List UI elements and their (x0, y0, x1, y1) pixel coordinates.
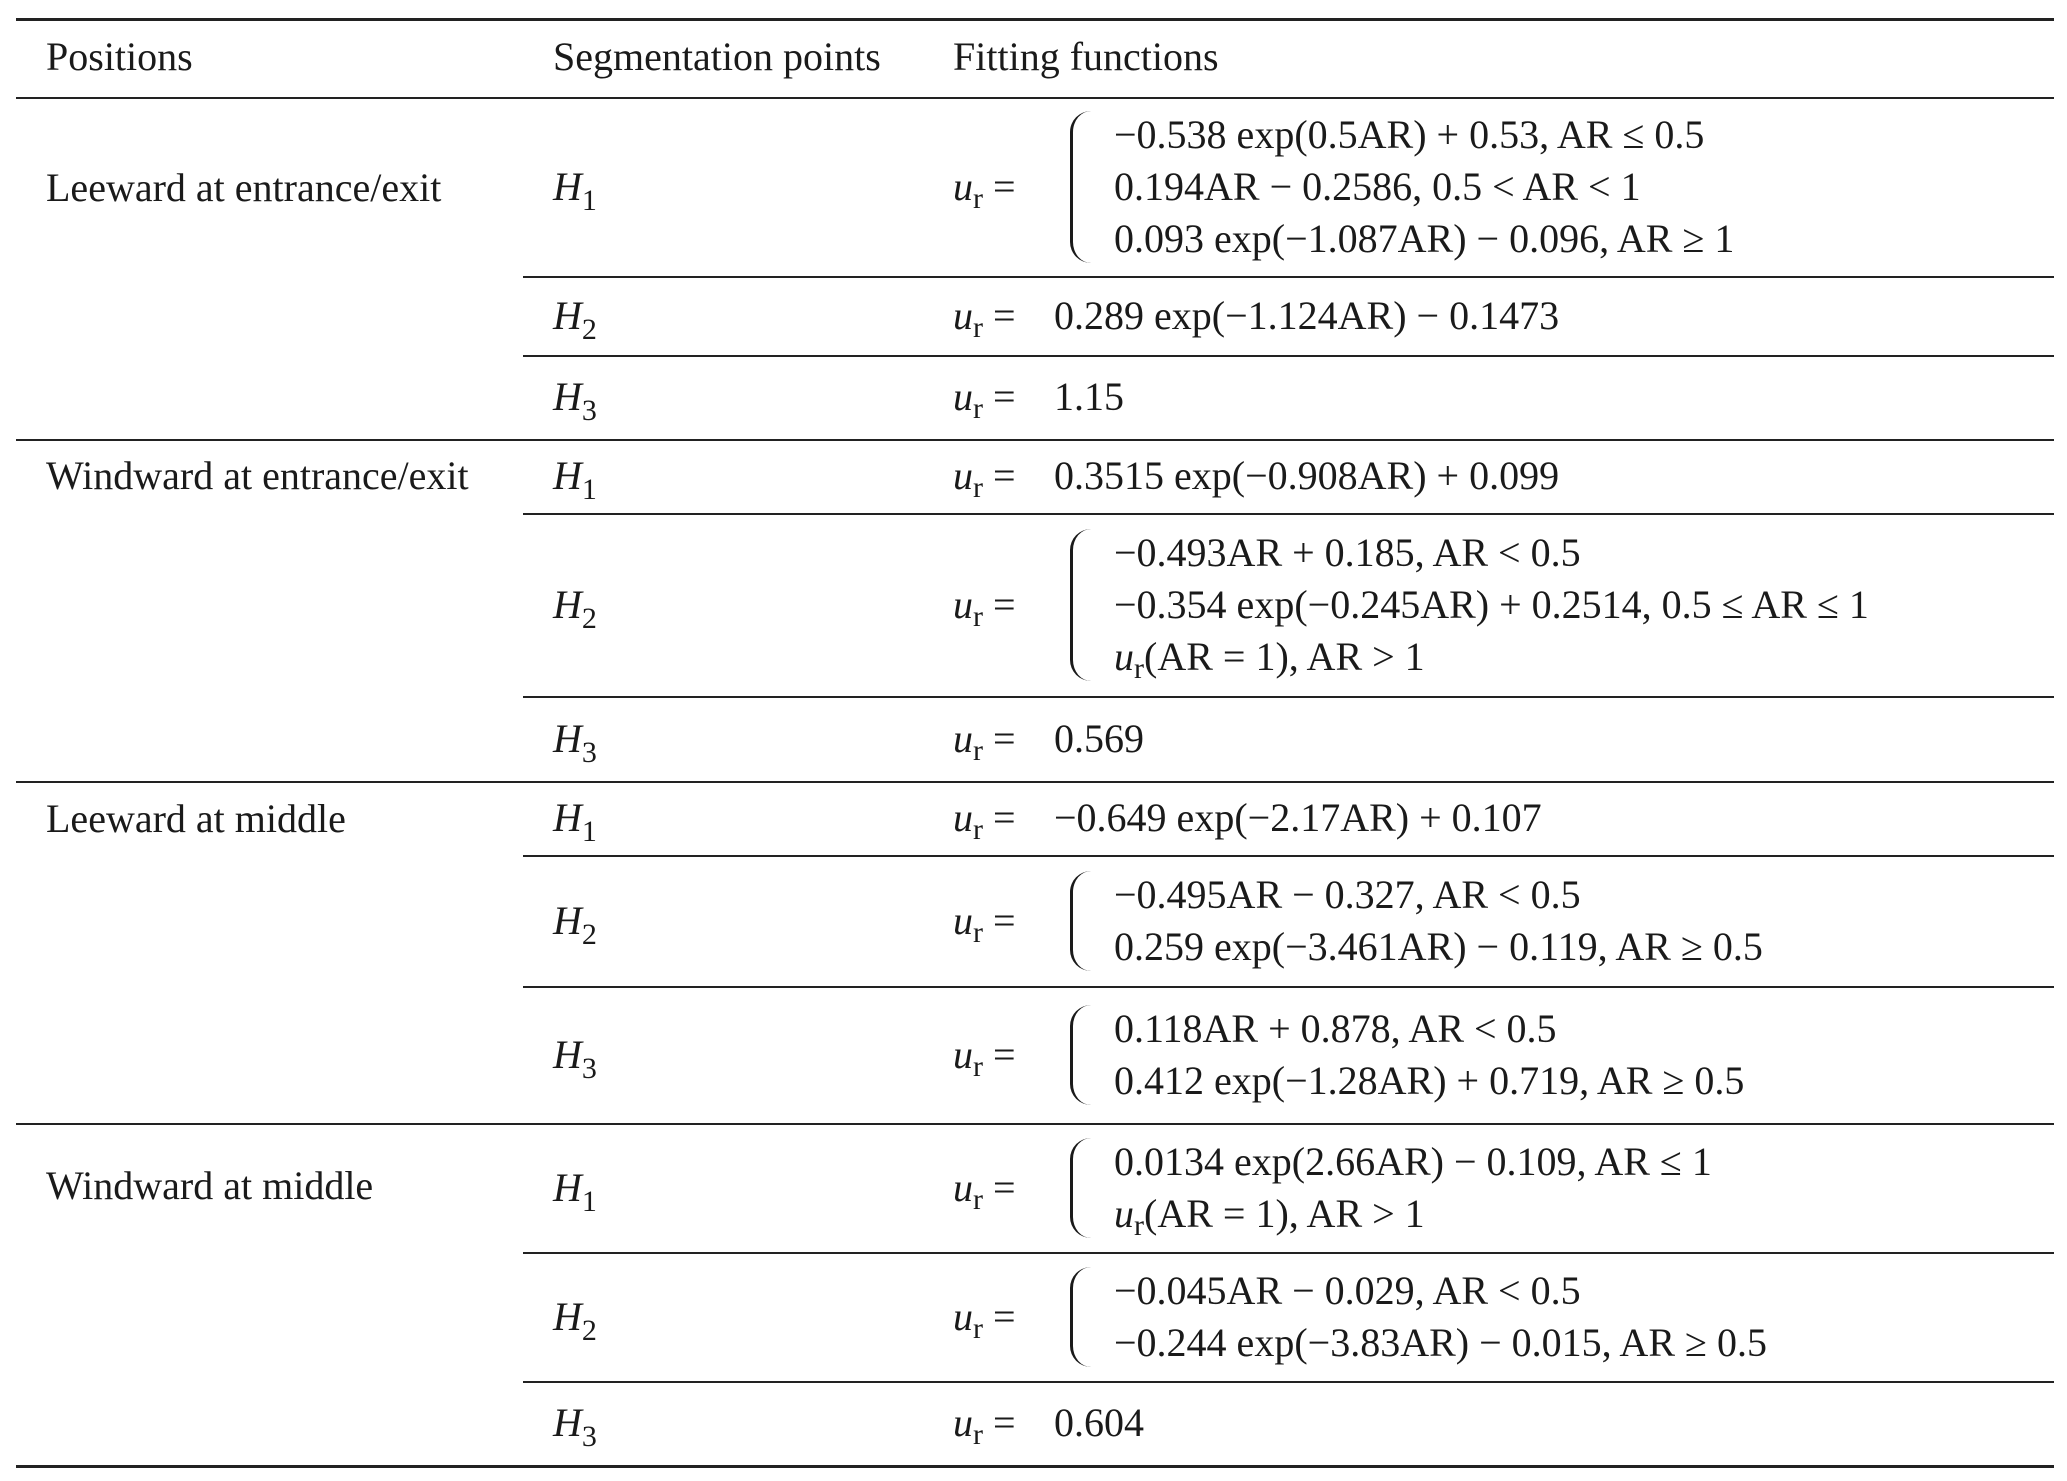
row-rule (523, 696, 2054, 698)
segmentation-symbol: H (553, 163, 582, 209)
segmentation-symbol: H (553, 1293, 582, 1339)
segmentation-index: 1 (581, 1184, 597, 1218)
header-fitting-functions: Fitting functions (953, 34, 1219, 79)
var-symbol: u (953, 581, 973, 627)
var-subscript: r (973, 599, 983, 633)
segmentation-point (553, 163, 597, 217)
piecewise-case: 0.093 exp(−1.087AR) − 0.096, AR ≥ 1 (1114, 215, 1735, 261)
response-variable (953, 795, 983, 846)
piecewise-case: 0.0134 exp(2.66AR) − 0.109, AR ≤ 1 (1114, 1138, 1712, 1184)
segmentation-index: 3 (581, 394, 597, 427)
case-text: (AR = 1), AR > 1 (1144, 633, 1425, 679)
segmentation-index: 2 (581, 312, 597, 346)
segmentation-index: 3 (581, 735, 597, 769)
fitting-function: 0.3515 exp(−0.908AR) + 0.099 (1054, 453, 1560, 498)
var-symbol: u (953, 453, 973, 498)
fitting-function: 1.15 (1054, 374, 1124, 419)
response-variable (953, 1400, 983, 1451)
segmentation-symbol: H (553, 795, 582, 840)
response-variable (953, 374, 983, 425)
piecewise-brace (1070, 871, 1091, 971)
fitting-function-lhs (953, 715, 1016, 767)
var-subscript: r (973, 813, 983, 846)
segmentation-symbol: H (553, 453, 582, 498)
piecewise-brace (1070, 1267, 1091, 1367)
var-subscript: r (973, 1418, 983, 1451)
group-rule (16, 439, 2054, 441)
row-rule (523, 986, 2054, 988)
row-rule (523, 1252, 2054, 1254)
var-subscript: r (1134, 651, 1144, 685)
var-subscript: r (973, 1049, 983, 1083)
fitting-function-lhs (953, 1293, 1016, 1345)
var-subscript: r (973, 392, 983, 425)
header-rule (16, 97, 2054, 99)
bottom-rule (16, 1465, 2054, 1468)
segmentation-point (553, 453, 597, 506)
fitting-function: −0.649 exp(−2.17AR) + 0.107 (1054, 795, 1542, 840)
response-variable (953, 292, 983, 344)
segmentation-point (553, 374, 597, 427)
row-rule (523, 355, 2054, 357)
segmentation-symbol: H (553, 581, 582, 627)
var-subscript: r (973, 310, 983, 344)
var-symbol: u (1114, 633, 1134, 679)
segmentation-point (553, 715, 597, 769)
group-rule (16, 1123, 2054, 1125)
equals-sign: = (983, 163, 1016, 209)
equals-sign: = (983, 1400, 1016, 1445)
position-label: Windward at entrance/exit (46, 453, 469, 498)
fitting-function-lhs (953, 453, 1016, 504)
segmentation-index: 1 (581, 473, 597, 506)
fitting-function-lhs (953, 795, 1016, 846)
piecewise-case: −0.495AR − 0.327, AR < 0.5 (1114, 871, 1581, 917)
response-variable (953, 453, 983, 504)
fitting-function-lhs (953, 292, 1016, 344)
piecewise-brace (1070, 1005, 1091, 1105)
fitting-function-lhs (953, 163, 1016, 215)
response-variable (1114, 633, 1144, 685)
segmentation-point (553, 1400, 597, 1453)
row-rule (523, 855, 2054, 857)
piecewise-brace (1070, 529, 1091, 681)
top-rule (16, 18, 2054, 21)
segmentation-index: 2 (581, 1313, 597, 1347)
fitting-function: 0.604 (1054, 1400, 1144, 1445)
response-variable (953, 581, 983, 633)
var-symbol: u (953, 715, 973, 761)
var-subscript: r (973, 733, 983, 767)
segmentation-index: 2 (581, 917, 597, 951)
piecewise-case (1114, 1190, 1425, 1242)
segmentation-index: 1 (581, 183, 597, 217)
segmentation-point (553, 581, 597, 635)
row-rule (523, 513, 2054, 515)
segmentation-point (553, 1164, 597, 1218)
piecewise-brace (1070, 1138, 1091, 1238)
var-symbol: u (1114, 1190, 1134, 1236)
row-rule (523, 276, 2054, 278)
fitting-function-lhs (953, 1164, 1016, 1216)
piecewise-case: 0.412 exp(−1.28AR) + 0.719, AR ≥ 0.5 (1114, 1057, 1745, 1103)
piecewise-case: −0.045AR − 0.029, AR < 0.5 (1114, 1267, 1581, 1313)
fitting-function-lhs (953, 374, 1016, 425)
group-rule (16, 781, 2054, 783)
var-symbol: u (953, 795, 973, 840)
piecewise-case (1114, 633, 1425, 685)
response-variable (1114, 1190, 1144, 1242)
fitting-function: 0.289 exp(−1.124AR) − 0.1473 (1054, 292, 1560, 338)
segmentation-point (553, 1293, 597, 1347)
segmentation-symbol: H (553, 1031, 582, 1077)
response-variable (953, 715, 983, 767)
piecewise-brace (1070, 111, 1091, 263)
var-symbol: u (953, 374, 973, 419)
segmentation-symbol: H (553, 292, 582, 338)
piecewise-case: −0.354 exp(−0.245AR) + 0.2514, 0.5 ≤ AR ≤ 1 (1114, 581, 1869, 627)
var-subscript: r (973, 915, 983, 949)
var-subscript: r (973, 1311, 983, 1345)
segmentation-index: 3 (581, 1420, 597, 1453)
case-text: (AR = 1), AR > 1 (1144, 1190, 1425, 1236)
var-subscript: r (973, 1182, 983, 1216)
piecewise-case: 0.194AR − 0.2586, 0.5 < AR < 1 (1114, 163, 1641, 209)
segmentation-point (553, 1031, 597, 1085)
equals-sign: = (983, 795, 1016, 840)
segmentation-symbol: H (553, 374, 582, 419)
equals-sign: = (983, 581, 1016, 627)
response-variable (953, 163, 983, 215)
position-label: Leeward at entrance/exit (46, 165, 442, 210)
segmentation-point (553, 897, 597, 951)
row-rule (523, 1381, 2054, 1383)
header-segmentation-points: Segmentation points (553, 34, 881, 79)
var-symbol: u (953, 292, 973, 338)
piecewise-case: −0.538 exp(0.5AR) + 0.53, AR ≤ 0.5 (1114, 111, 1705, 157)
var-symbol: u (953, 1400, 973, 1445)
fitting-function-lhs (953, 897, 1016, 949)
piecewise-case: 0.118AR + 0.878, AR < 0.5 (1114, 1005, 1557, 1051)
equals-sign: = (983, 715, 1016, 761)
fitting-function-lhs (953, 581, 1016, 633)
header-positions: Positions (46, 34, 193, 79)
piecewise-case: 0.259 exp(−3.461AR) − 0.119, AR ≥ 0.5 (1114, 923, 1763, 969)
var-subscript: r (973, 471, 983, 504)
segmentation-symbol: H (553, 897, 582, 943)
equals-sign: = (983, 1031, 1016, 1077)
fitting-function: 0.569 (1054, 715, 1144, 761)
data-table (16, 18, 2054, 1468)
piecewise-case: −0.244 exp(−3.83AR) − 0.015, AR ≥ 0.5 (1114, 1319, 1767, 1365)
segmentation-index: 3 (581, 1051, 597, 1085)
var-symbol: u (953, 163, 973, 209)
var-subscript: r (1134, 1208, 1144, 1242)
piecewise-case: −0.493AR + 0.185, AR < 0.5 (1114, 529, 1581, 575)
segmentation-symbol: H (553, 1400, 582, 1445)
var-symbol: u (953, 897, 973, 943)
var-symbol: u (953, 1031, 973, 1077)
response-variable (953, 1031, 983, 1083)
equals-sign: = (983, 897, 1016, 943)
segmentation-symbol: H (553, 1164, 582, 1210)
position-label: Windward at middle (46, 1163, 374, 1208)
var-subscript: r (973, 181, 983, 215)
segmentation-symbol: H (553, 715, 582, 761)
response-variable (953, 1293, 983, 1345)
segmentation-point (553, 292, 597, 346)
equals-sign: = (983, 1293, 1016, 1339)
response-variable (953, 897, 983, 949)
var-symbol: u (953, 1293, 973, 1339)
fitting-function-lhs (953, 1400, 1016, 1451)
segmentation-index: 1 (581, 815, 597, 848)
position-label: Leeward at middle (46, 796, 346, 841)
equals-sign: = (983, 453, 1016, 498)
segmentation-point (553, 795, 597, 848)
var-symbol: u (953, 1164, 973, 1210)
equals-sign: = (983, 1164, 1016, 1210)
segmentation-index: 2 (581, 601, 597, 635)
fitting-function-lhs (953, 1031, 1016, 1083)
equals-sign: = (983, 292, 1016, 338)
response-variable (953, 1164, 983, 1216)
equals-sign: = (983, 374, 1016, 419)
